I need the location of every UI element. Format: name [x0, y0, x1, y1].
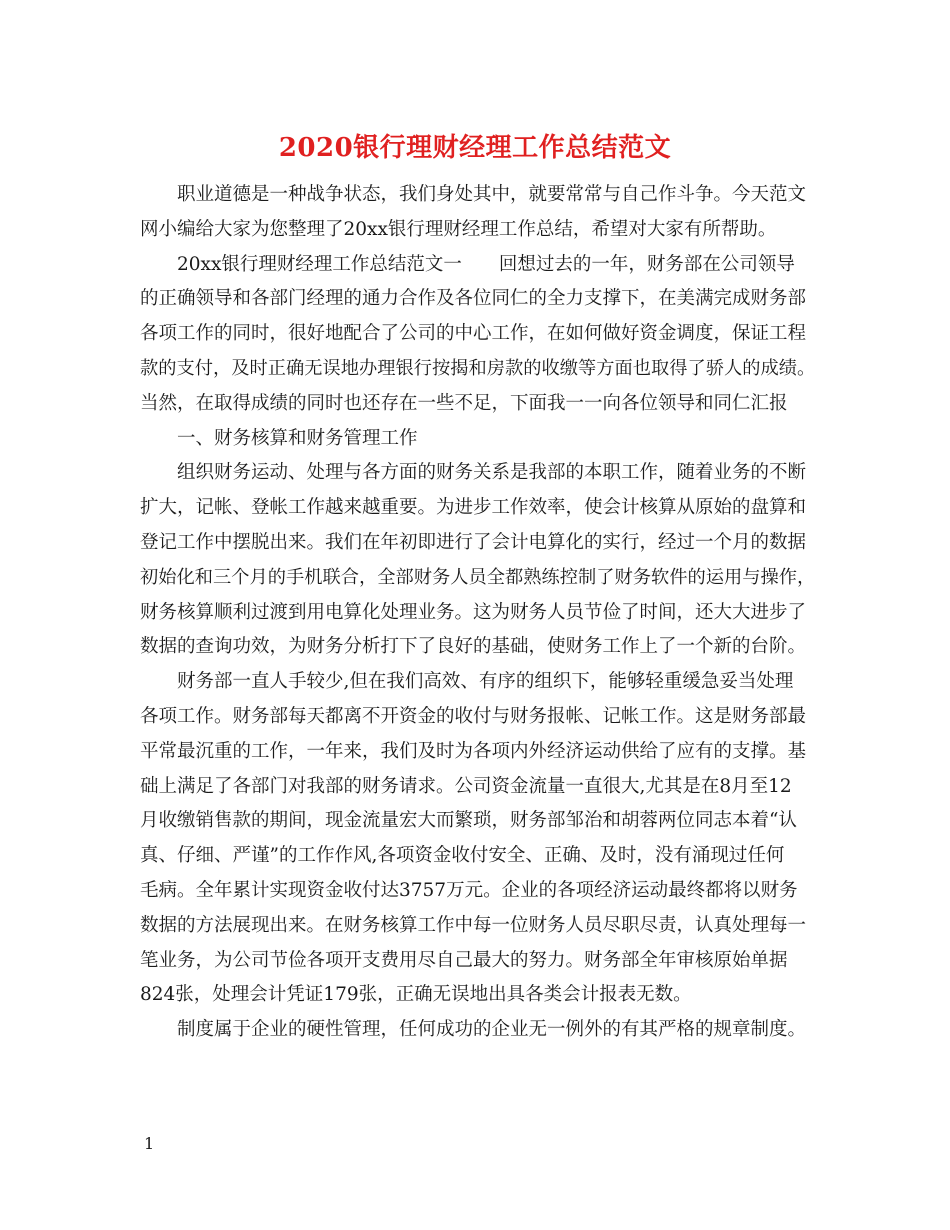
- text-line: 登记工作中摆脱出来。我们在年初即进行了会计电算化的实行，经过一个月的数据: [140, 531, 807, 553]
- text-line: 的正确领导和各部门经理的通力合作及各位同仁的全力支撑下，在美满完成财务部: [140, 288, 807, 310]
- text-line: 组织财务运动、处理与各方面的财务关系是我部的本职工作，随着业务的不断: [177, 462, 807, 484]
- text-line: 各项工作。财务部每天都离不开资金的收付与财务报帐、记帐工作。这是财务部最: [140, 705, 807, 727]
- document-body: [140, 178, 820, 1048]
- text-line: 当然，在取得成绩的同时也还存在一些不足，下面我一一向各位领导和同仁汇报: [140, 392, 788, 414]
- text-line: 20xx银行理财经理工作总结范文一 回想过去的一年，财务部在公司领导: [177, 253, 795, 275]
- text-line: 财务核算顺利过渡到用电算化处理业务。这为财务人员节俭了时间，还大大进步了: [140, 601, 807, 623]
- document-title: 2020银行理财经理工作总结范文: [278, 133, 672, 163]
- text-line: 真、仔细、严谨”的工作作风,各项资金收付安全、正确、及时，没有涌现过任何: [140, 845, 785, 867]
- text-line: 初始化和三个月的手机联合，全部财务人员全都熟练控制了财务软件的运用与操作，: [140, 566, 816, 588]
- text-line: 月收缴销售款的期间，现金流量宏大而繁琐，财务部邹治和胡蓉两位同志本着“认: [140, 810, 797, 832]
- text-line: 笔业务，为公司节俭各项开支费用尽自己最大的努力。财务部全年审核原始单据: [140, 949, 788, 971]
- text-line: 824张，处理会计凭证179张，正确无误地出具各类会计报表无数。: [140, 984, 692, 1006]
- text-line: 一、财务核算和财务管理工作: [177, 427, 418, 449]
- text-line: 财务部一直人手较少,但在我们高效、有序的组织下，能够轻重缓急妥当处理: [177, 671, 794, 693]
- text-line: 数据的方法展现出来。在财务核算工作中每一位财务人员尽职尽责，认真处理每一: [140, 914, 807, 936]
- text-line: 毛病。全年累计实现资金收付达3757万元。企业的各项经济运动最终都将以财务: [140, 879, 798, 901]
- text-line: 职业道德是一种战争状态，我们身处其中，就要常常与自己作斗争。今天范文: [177, 184, 807, 205]
- text-line: 网小编给大家为您整理了20xx银行理财经理工作总结，希望对大家有所帮助。: [140, 218, 777, 240]
- text-line: 数据的查询功效，为财务分析打下了良好的基础，使财务工作上了一个新的台阶。: [140, 636, 807, 658]
- text-line: 平常最沉重的工作，一年来，我们及时为各项内外经济运动供给了应有的支撑。基: [140, 740, 807, 762]
- page-number: 1: [144, 1134, 155, 1153]
- text-line: 款的支付，及时正确无误地办理银行按揭和房款的收缴等方面也取得了骄人的成绩。: [140, 357, 816, 379]
- text-line: 础上满足了各部门对我部的财务请求。公司资金流量一直很大,尤其是在8月至12: [140, 775, 792, 797]
- text-line: 扩大，记帐、登帐工作越来越重要。为进步工作效率，使会计核算从原始的盘算和: [140, 497, 807, 519]
- text-line: 制度属于企业的硬性管理，任何成功的企业无一例外的有其严格的规章制度。: [177, 1019, 807, 1041]
- text-line: 各项工作的同时，很好地配合了公司的中心工作，在如何做好资金调度，保证工程: [140, 323, 807, 345]
